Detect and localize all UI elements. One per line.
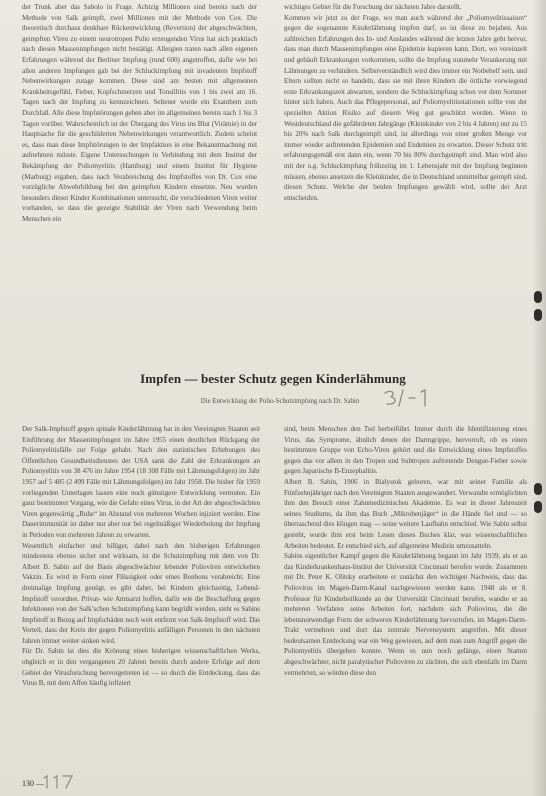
paragraph: Sabins eigentlicher Kampf gegen die Kinderlähmung begann im Jahr 1939, als er an das Kinderkrankenhaus-Institut der Universität Cincinnati berufen wurde. Zusammen mit Dr. Peter K. Olitsky erarbeitete er zunächst den wichtigen Nachweis, dass das Poliovirus im Magen-Darm-Kanal nachgewiesen werden kann. 1948 als er 8. Professor für Kinderheilkunde an der Universität Cincinnati berufen, wandte er an mehreren Verfahren seine Arbeiten fort, nachdem sich Poliovirus, die die lebensnotwendige Form der schweren Kinderlähmung hervorrufen, im Magen-Darm-Trakt vermehren und dort das zentrale Nervensystem angreifen. Mit dieser bedeutsamen Entdeckung war ein Weg gewiesen, auf dem man zum Angriff gegen die Poliomyelitis übergehen konnte. Wenn es nun noch gelänge, einen Stamm abgeschwächter, nicht paralytischer Polioviren zu züchten, die sich ebenfalls im Darm vermehrten, so würden diese den	[284, 552, 527, 677]
text-column-top-left	[22, 2, 257, 294]
paragraph: Für Dr. Sabin ist dies die Krönung eines bisherigen wissenschaftlichen Werks, obgleich er in den vergangenen 20 Jahren bereits durch andere Erfolge auf dem Gebiet der Virusforschung hervorgetreten ist — so durch die Entdeckung, dass das Virus B, mit dem Affen häufig infiziert	[22, 647, 260, 688]
page-number: 130 —	[22, 779, 44, 788]
paragraph: sind, beim Menschen den Tod herbeiführt. Immer durch die Identifizierung eines Virus, das Symptome, ähnlich denen der Darmgrippe, hervorruft, ob es einen bestimmten Gruppe von Echo-Viren gehört und die Entwicklung eines Impfstoffes gegen das vor allem in den Tropen und Subtropen auftretende Dengue-Fieber sowie gegen Japanische B-Enzephalitis.	[284, 425, 527, 476]
paragraph: Der Salk-Impfstoff gegen spinale Kinderlähmung hat in den Vereinigten Staaten seit Einführung der Massenimpfungen im Jahre 1955 einen deutlichen Rückgang der Poliomyelitisfälle zur Folge gehabt. Nach den statistischen Erhebungen des Öffentlichen Gesundheitsdienstes der USA sank die Zahl der Erkrankungen an Poliomyelitis von 38 476 im Jahre 1954 (18 308 Fälle mit Lähmungsfolgen) im Jahr 1957 auf 5 485 (2 499 Fälle mit Lähmungsfolgen) im Jahr 1958. Die bisher für 1959 vorliegenden Unterlagen lassen eine noch günstigere Entwicklung vermuten. Ein ganz bestimmter Vorgang, wie die Gefahr eines Virus, in der Art der abgeschwächten Viren gegenwärtig „Ruhe“ im Abstand von mehreren Wochen injiziert werden. Eine Dauerimmunität ist daher nur aber nur bei regelmäßiger Wiederholung der Impfung in Perioden von mehreren Jahren zu erwarten.	[22, 425, 260, 539]
paragraph: Kommen wir jetzt zu der Frage, wo man auch während der „Poliomyelitissaison“ gegen die sogenannte Kinderlähmung impfen darf, so ist diese zu bejahen. Aus zahlreichen Erfahrungen des In- und Auslandes während der letzten Jahre geht hervor, dass man durch Massenimpfungen eine Epidemie kupieren kann. Dort, wo vereinzelt und gehäuft Erkrankungen vorkommen, sollte die Impfung nunmehr Verankerung mit Lähmungen zu verhindern. Selbstverständlich wird dies immer ein Notbehelf sein, und Eltern sollten nicht so handeln, dass sie mit ihren Kindern die örtliche vorwiegend erste Erkrankungszeit abwarten, sondern die Schluckimpfung schon vor dem Sommer hinter sich haben. Auch das Pflegepersonal, auf Poliomyelitisstationen sollte von der speziellen Aktion Risiko auf diesem Weg gut geschützt werden. Wenn in Westdeutschland die gefährdeten Jahrgänge (Kleinkinder von 2 bis 4 Jahren) nur zu 15 bis 20% nach Salk durchgeimpft sind, ist allerdings von einer großen Menge vor immer wieder auftretenden Epidemien und Endemien zu erwarten. Dieser Schutz tritt erfahrungsgemäß erst dann ein, wenn 70 bis 80% durchgeimpft sind. Man wird also mit der o.g. Schluckimpfung frühzeitig im 1. Lebensjahr mit der Impfung beginnen müssen, ebenso ansetzen die Kleinkinder, die in Deutschland unmittelbar geimpft sind, diesen Schutz. Welche der beiden Impfungen gewählt wird, sollte der Arzt entscheiden.	[284, 13, 527, 202]
paragraph: Wesentlich einfacher und billiger, dabei nach den bisherigen Erfahrungen mindestens ebenso sicher und wirksam, ist die Schutzimpfung mit dem von Dr. Albert B. Sabin auf der Basis abgeschwächter lebender Polioviren entwickelten Vakzin. Es wird in Form einer Flüssigkeit oder eines Bonbons verabreicht. Eine dreimalige Impfung genügt, es gibt daher, bei Kindern gleichzeitig, Lebend-Impfstoff verordnet. Privat- wie Amtsarzt hoffen, dafür wie die Beschaffung gegen Infektionen von der Salk’schen Schutzimpfung kann begrüßt werden, steht es Sabins Impfstoff in Bezug auf Impfschäden noch weit entfernt von Salk-Impfstoff wird. Das Vorteil, dass der Kreis der gegen Poliomyelitis anfälligen Personen in den nächsten Jahren immer weiter sinken wird.	[22, 541, 260, 645]
paragraph: wichtiges Gebiet für die Forschung der nächsten Jahre darstellt.	[284, 3, 462, 11]
text-column-bottom-left	[22, 424, 260, 774]
paragraph: der Trunk aber das Sabolo in Frage. Achtzig Millionen sind bereits nach der Methode von Salk geimpft, zwei Millionen mit der Methode von Cox. Die theoretisch durchaus denkbare Rückentwicklung (Revertion) der abgeschwächten, geimpften Viren zu einem neurotropen Polio erzeugenden Virus hat sich praktisch nach diesen Massenimpfungen nicht bestätigt. Allergien traten nach allen eigenen Erfahrungen während der Berliner Impfung (rund 600) angetroffen, dafür wie bei allen anderen Impfungen gab bei der Schluckimpfung mit invadenten Impfstoff Nebenwirkungen zutage kommen. Diese sind am besten mit allgemeinen Krankheitsgefühl, Fieber, Kopfschmerzen und Tonsillitis von 1 bis zwei am 16. Tagen nach der Impfung zu kennzeichnen. Seltener wurde ein Exanthem zum Durchfall. Alle diese Impfstörungen gehen aber im allgemeinen bereits nach 1 bis 3 Tagen vorüber. Wahrscheinlich ist der Übergang des Virus ins Blut (Virämie) in der Hauptsache für die geschilderten Nebenwirkungen verantwortlich. Zudem scheint es, dass man diese Impfstörungen in der Impfaktion in eine Bekanntmachung mit aufnehmen müsste. Eigene Untersuchungen in Verbindung mit dem Institut der Bekämpfung der Poliomyelitis (Hamburg) und einem Institut für Hygiene (Marburg) ergaben, dass nach Verabreichung des Impfstoffes von Dr. Cox eine vorzügliche Abwehrbildung bei den geimpften Kindern einsetzte. Neu wurden besonders dieser Kinder Kombinationen untersucht, die verschiedenen Viren weiter vorhanden, so dass die gezeigte Stabilität der Viren nach Verwendung beim Menschen ein	[22, 3, 257, 223]
article-subtitle: Die Entwicklung der Polio-Schutzimpfung nach Dr. Sabin	[200, 398, 360, 405]
text-column-bottom-right	[284, 424, 527, 774]
handwritten-page-note	[41, 774, 75, 789]
article-title: Impfen — bester Schutz gegen Kinderlähmung	[140, 371, 406, 386]
handwritten-archive-note	[381, 387, 441, 409]
text-column-top-right	[284, 2, 527, 294]
page-edge-shadow	[532, 0, 546, 796]
paragraph: Albert B. Sabin, 1906 in Bialystok geboren, war mit seiner Familie als Fünfzehnjähriger nach den Vereinigten Staaten ausgewandert. Verwandte ermöglichten ihm den Besuch einer Zahnmedizinischen Akademie. Es war in dieser Jahreszeit seines Studiums, da ihm das Buch „Mikrobenjäger“ in die Hände fiel und — so überraschend dies klingen mag — seine weitere Laufbahn entschied. Wie Sabin selbst gesteht, wurde ihm erst beim Lesen dieses Buches klar, was wissenschaftliches Arbeiten bedeutet. Er entschied sich, auf allgemeine Medizin umzusatteln.	[284, 477, 527, 550]
